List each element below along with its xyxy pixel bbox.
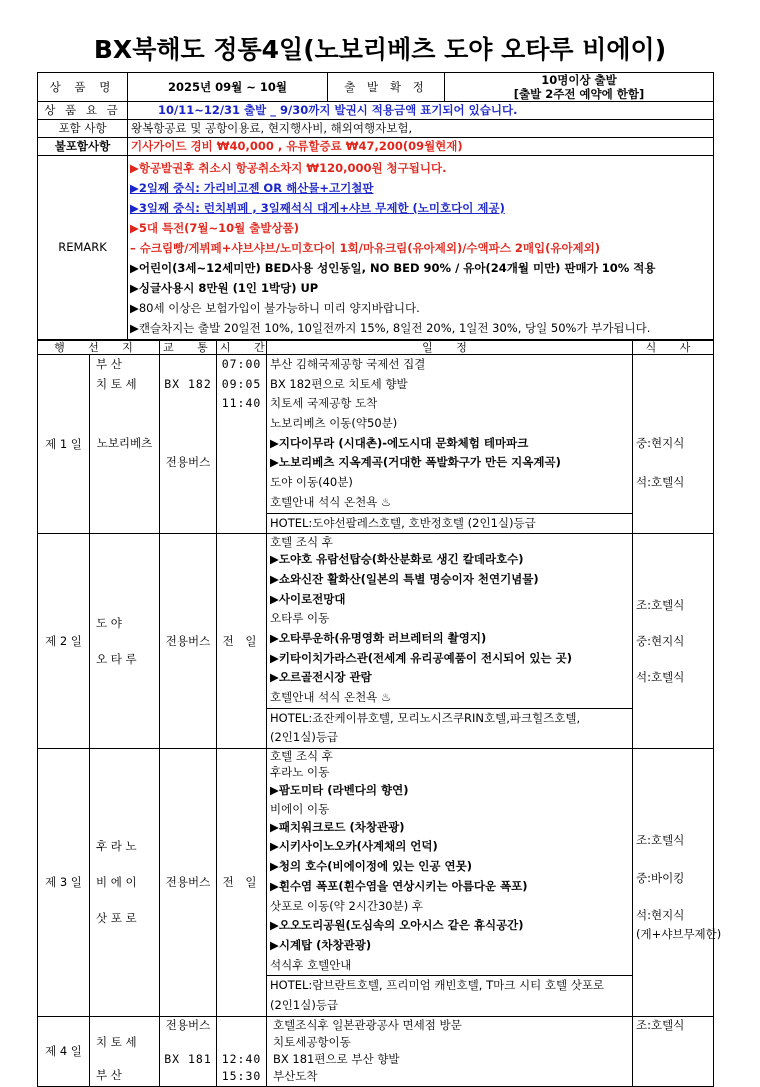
schedule-item: 오타루 이동 xyxy=(270,611,330,626)
product-info-table xyxy=(37,72,714,340)
schedule-item: 비에이 이동 xyxy=(270,801,330,816)
product-label: 상 품 명 xyxy=(38,73,128,102)
destination: 비 에 이 xyxy=(96,875,137,890)
excluded-label: 불포함사항 xyxy=(38,138,128,156)
excluded-row xyxy=(38,138,714,156)
header-transport: 교 통 xyxy=(160,341,217,355)
day-row xyxy=(38,1016,714,1086)
header-meal: 식 사 xyxy=(633,341,714,355)
destination: 도 야 xyxy=(96,616,122,631)
meal: 조:호텔식 xyxy=(636,833,685,848)
remark-label: REMARK xyxy=(38,156,128,340)
schedule-item: 삿포로 이동(약 2시간30분) 후 xyxy=(270,898,423,913)
meal: 석:호텔식 xyxy=(636,670,685,685)
departure-note: [출발 2주전 예약에 한함] xyxy=(513,87,645,101)
hotel-info: (2인1실)등급 xyxy=(270,730,339,745)
meal: 중:바이킹 xyxy=(636,871,685,886)
excluded-value: 기사가이드 경비 ₩40,000 , 유류할증료 ₩47,200(09월현재) xyxy=(128,138,714,156)
transport-mode: 전용버스 xyxy=(160,749,217,1017)
day-row xyxy=(38,534,714,749)
schedule-item: ▶흰수염 폭포(흰수염을 연상시키는 아름다운 폭포) xyxy=(270,878,528,893)
price-label: 상 품 요 금 xyxy=(38,102,128,120)
hotel-info: HOTEL:람브란트호텔, 프리미엄 캐빈호텔, T마크 시티 호텔 삿포로 xyxy=(267,975,632,996)
schedule-item: ▶노보리베츠 지옥계곡(거대한 폭발화구가 만든 지옥계곡) xyxy=(270,455,561,470)
meal: 중:현지식 xyxy=(636,634,685,649)
remark-item: – 슈크림빵/게뷔페+샤브샤브/노미호다이 1회/마유크림(유아제외)/수액파스 2매입(유아제외) xyxy=(130,240,601,255)
destination: 노보리베츠 xyxy=(96,435,153,450)
schedule-item: ▶패치워크로드 (차창관광) xyxy=(270,819,405,834)
remark-item: ▶2일째 중식: 가리비고젠 OR 해산물+고기철판 xyxy=(130,180,374,195)
transport-mode: 전용버스 xyxy=(165,1017,211,1032)
schedule-item: 부산도착 xyxy=(273,1068,318,1083)
schedule-item: 부산 김해국제공항 국제선 집결 xyxy=(270,357,426,371)
remark-item: ▶캔슬차지는 출발 20일전 10%, 10일전까지 15%, 8일전 20%, 1일전 30%, 당일 50%가 부가됩니다. xyxy=(130,320,651,335)
destination: 삿 포 로 xyxy=(96,911,137,926)
time: 12:40 xyxy=(221,1051,262,1066)
product-row xyxy=(38,73,714,102)
meal: 중:현지식 xyxy=(636,435,685,450)
schedule-item: ▶오르골전시장 관람 xyxy=(270,670,372,685)
schedule-item: BX 181편으로 부산 향발 xyxy=(273,1051,400,1066)
remark-row xyxy=(38,156,714,340)
itinerary-table xyxy=(37,340,722,1087)
remark-item: ▶5대 특전(7월~10월 출발상품) xyxy=(130,220,299,235)
destination: 부 산 xyxy=(96,1068,122,1083)
schedule-item: 호텔안내 석식 온천욕 ♨ xyxy=(270,690,392,704)
destination: 오 타 루 xyxy=(96,652,137,667)
schedule-item: ▶시키사이노오카(사계채의 언덕) xyxy=(270,839,438,854)
schedule-item: ▶청의 호수(비에이정에 있는 인공 연못) xyxy=(270,859,473,874)
schedule-item: 호텔 조식 후 xyxy=(270,535,333,550)
remark-item: ▶항공발권후 취소시 항공취소차지 ₩120,000원 청구됩니다. xyxy=(130,160,447,175)
itinerary-header xyxy=(38,341,714,355)
time: 11:40 xyxy=(221,396,262,411)
day-label: 제 1 일 xyxy=(38,355,90,534)
header-time: 시 간 xyxy=(217,341,267,355)
time-fullday: 전 일 xyxy=(217,749,267,1017)
remark-item: ▶싱글사용시 8만원 (1인 1박당) UP xyxy=(130,280,319,295)
schedule-item: 노보리베츠 이동(약50분) xyxy=(270,416,398,431)
remark-item: ▶어린이(3세~12세미만) BED사용 성인동일, NO BED 90% / 유아(24개월 미만) 판매가 10% 적용 xyxy=(130,260,656,275)
included-row xyxy=(38,120,714,138)
day-label: 제 4 일 xyxy=(38,1016,90,1086)
meal: 조:호텔식 xyxy=(636,598,685,613)
schedule-item: BX 182편으로 치토세 향발 xyxy=(270,376,408,391)
schedule-item: 호텔조식후 일본관광공사 면세점 방문 xyxy=(273,1017,462,1032)
schedule-item: 치토세공항이동 xyxy=(273,1034,351,1049)
time: 09:05 xyxy=(221,376,262,391)
destination: 후 라 노 xyxy=(96,839,137,854)
schedule-item: 후라노 이동 xyxy=(270,765,330,780)
meal: 석:현지식 xyxy=(636,908,685,923)
schedule-item: ▶지다이무라 (시대촌)-에도시대 문화체험 테마파크 xyxy=(270,435,529,450)
remark-item: ▶3일째 중식: 런치뷔페 , 3일째석식 대게+샤브 무제한 (노미호다이 제공) xyxy=(130,200,505,215)
departure-label: 출 발 확 정 xyxy=(328,73,445,102)
meal: 석:호텔식 xyxy=(636,475,685,490)
destination: 부 산 xyxy=(96,357,122,371)
header-destination: 행 선 지 xyxy=(38,341,160,355)
time-fullday: 전 일 xyxy=(217,534,267,749)
schedule-item: 호텔안내 석식 온천욕 ♨ xyxy=(270,494,392,509)
transport-mode: 전용버스 xyxy=(165,455,211,470)
time: 07:00 xyxy=(221,357,262,371)
schedule-item: 호텔 조식 후 xyxy=(270,749,333,764)
schedule-item: ▶키타이치가라스관(전세계 유리공예품이 전시되어 있는 곳) xyxy=(270,650,572,665)
included-label: 포함 사항 xyxy=(38,120,128,138)
time: 15:30 xyxy=(221,1068,262,1083)
schedule-item: ▶쇼와신잔 활화산(일본의 특별 명승이자 천연기념물) xyxy=(270,571,539,586)
schedule-item: ▶오타루운하(유명영화 러브레터의 촬영지) xyxy=(270,630,487,645)
hotel-info: HOTEL:도야선팔레스호텔, 호반정호텔 (2인1실)등급 xyxy=(267,513,632,534)
departure-min: 10명이상 출발 xyxy=(541,73,617,87)
hotel-info: (2인1실)등급 xyxy=(270,997,339,1012)
flight-number: BX 182 xyxy=(164,376,212,391)
flight-number: BX 181 xyxy=(164,1051,212,1066)
header-schedule: 일 정 xyxy=(267,341,633,355)
schedule-item: ▶오오도리공원(도심속의 오아시스 같은 휴식공간) xyxy=(270,918,524,933)
day-label: 제 2 일 xyxy=(38,534,90,749)
schedule-item: 석식후 호텔안내 xyxy=(270,957,352,972)
price-row xyxy=(38,102,714,120)
schedule-item: 치토세 국제공항 도착 xyxy=(270,396,378,411)
remark-item: ▶80세 이상은 보험가입이 불가능하니 미리 양지바랍니다. xyxy=(130,300,420,315)
schedule-item: ▶팜도미타 (라벤다의 향연) xyxy=(270,783,409,798)
destination: 치 토 세 xyxy=(96,1035,137,1050)
schedule-item: ▶사이로전망대 xyxy=(270,591,346,606)
meal: 조:호텔식 xyxy=(636,1017,685,1032)
day-row xyxy=(38,355,714,534)
schedule-item: ▶도야호 유람선탑승(화산분화로 생긴 칼데라호수) xyxy=(270,552,524,567)
included-value: 왕복항공료 및 공항이용료, 현지행사비, 해외여행자보험, xyxy=(128,120,714,138)
schedule-item: 도야 이동(40분) xyxy=(270,475,353,490)
meal-note: (게+샤브무제한) xyxy=(636,927,722,942)
day-label: 제 3 일 xyxy=(38,749,90,1017)
product-period: 2025년 09월 ~ 10월 xyxy=(128,73,328,102)
price-value: 10/11~12/31 출발 _ 9/30까지 발권시 적용금액 표기되어 있습니다. xyxy=(128,102,714,120)
transport-mode: 전용버스 xyxy=(160,534,217,749)
hotel-info: HOTEL:죠잔케이뷰호텔, 모리노시즈쿠RIN호텔,파크힐즈호텔, xyxy=(267,708,632,729)
schedule-item: ▶시계탑 (차창관광) xyxy=(270,937,372,952)
page-title: BX북해도 정통4일(노보리베츠 도야 오타루 비에이) xyxy=(93,35,667,64)
destination: 치 토 세 xyxy=(96,376,137,391)
day-row xyxy=(38,749,714,1017)
